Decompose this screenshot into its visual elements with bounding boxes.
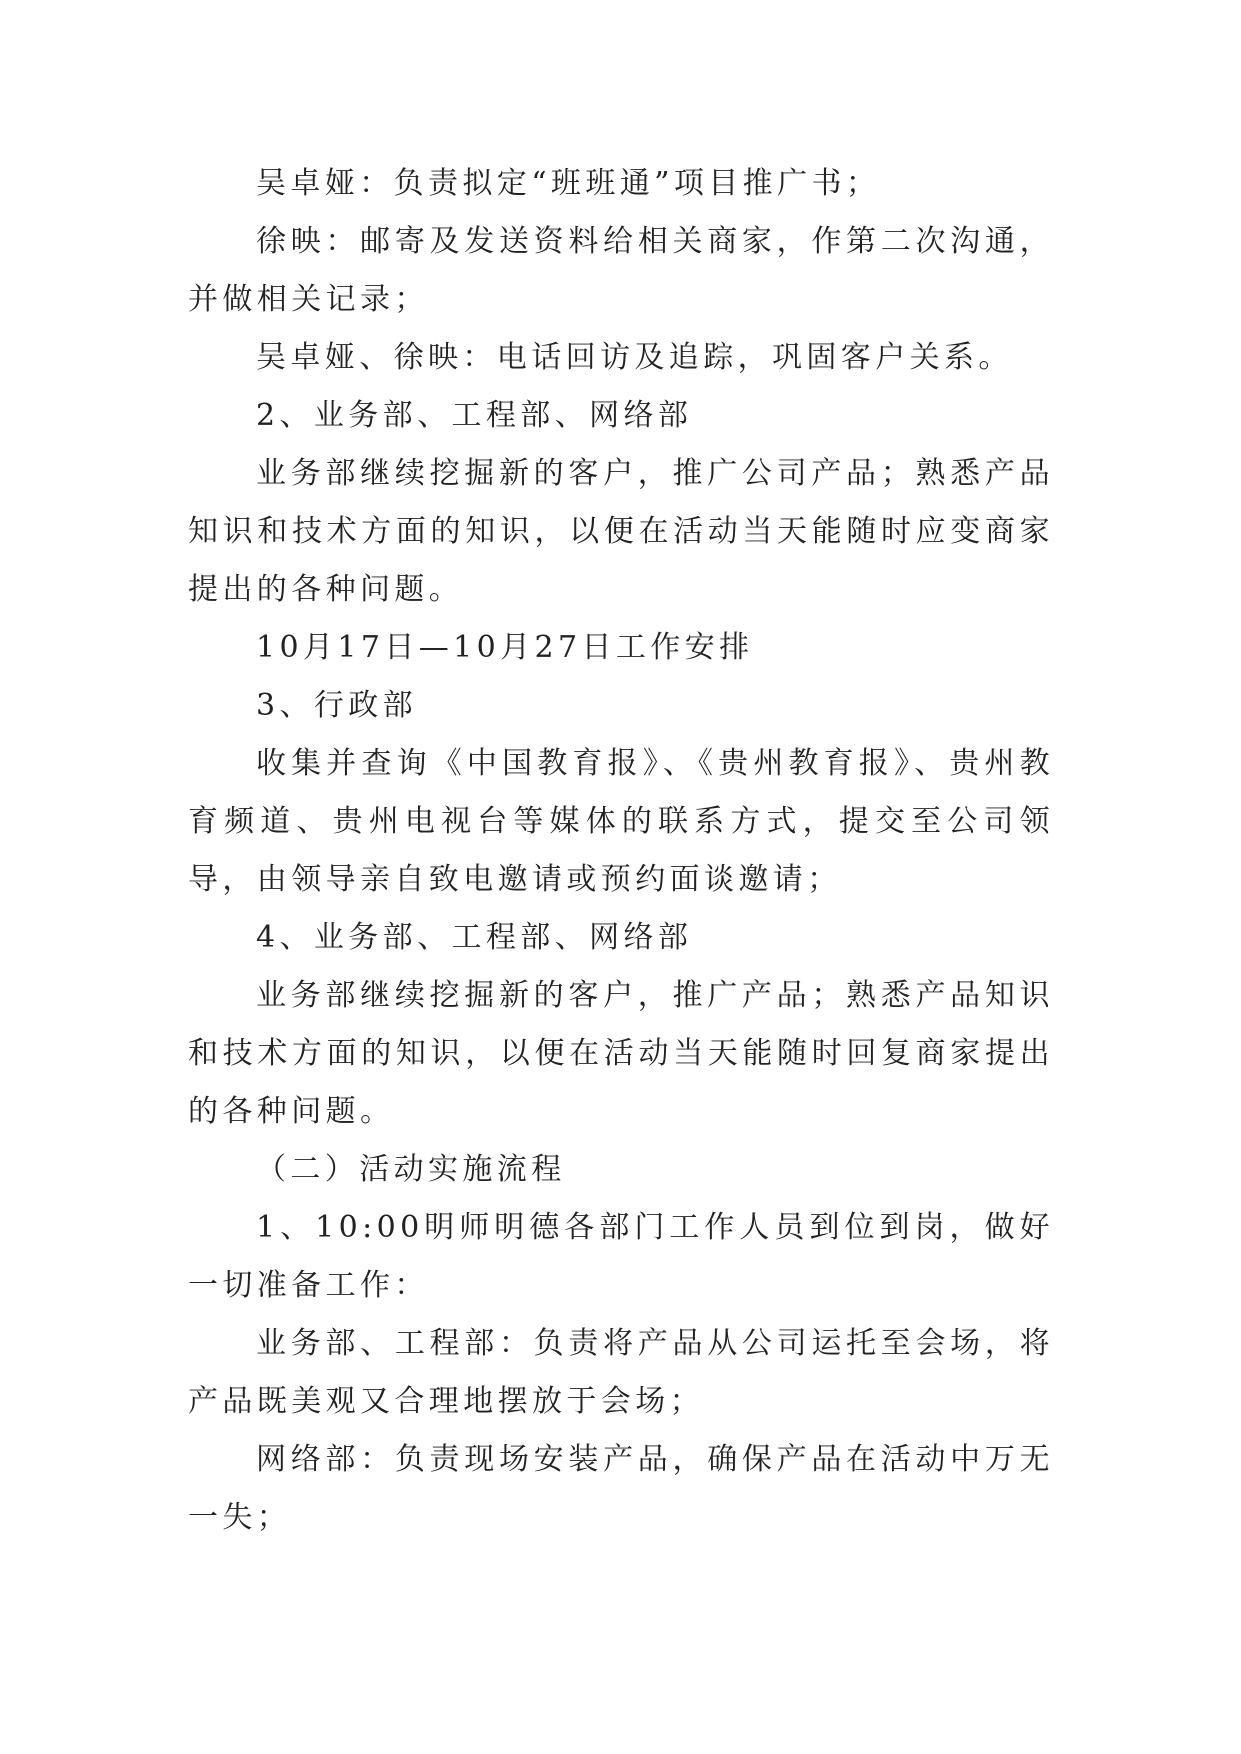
heading-schedule: 10月17日—10月27日工作安排: [256, 630, 754, 665]
paragraph-network-dept: 网络部：负责现场安装产品，确保产品在活动中万无一失；: [188, 1442, 1054, 1535]
document-body: [188, 155, 1054, 1547]
heading-departments-4: 4、业务部、工程部、网络部: [256, 920, 693, 955]
heading-activity-process: （二）活动实施流程: [256, 1152, 566, 1187]
paragraph-xu-ying-task: 徐映：邮寄及发送资料给相关商家，作第二次沟通，并做相关记录；: [188, 224, 1054, 317]
paragraph-business-engineering: 业务部、工程部：负责将产品从公司运托至会场，将产品既美观又合理地摆放于会场；: [188, 1326, 1054, 1419]
heading-admin-dept-3: 3、行政部: [256, 688, 418, 723]
paragraph-step-1: 1、10:00明师明德各部门工作人员到位到岗，做好一切准备工作：: [188, 1210, 1054, 1303]
paragraph-followup-task: 吴卓娅、徐映：电话回访及追踪，巩固客户关系。: [256, 340, 1013, 375]
paragraph-media-contacts: 收集并查询《中国教育报》、《贵州教育报》、贵州教育频道、贵州电视台等媒体的联系方式，提交至公司领导，由领导亲自致电邀请或预约面谈邀请；: [188, 746, 1054, 897]
paragraph-wu-zhuoya-task: 吴卓娅：负责拟定“班班通”项目推广书；: [256, 166, 881, 201]
heading-departments-2: 2、业务部、工程部、网络部: [256, 398, 693, 433]
paragraph-business-dept-2: 业务部继续挖掘新的客户，推广产品；熟悉产品知识和技术方面的知识，以便在活动当天能随时回复商家提出的各种问题。: [188, 978, 1054, 1129]
paragraph-business-dept-1: 业务部继续挖掘新的客户，推广公司产品；熟悉产品知识和技术方面的知识，以便在活动当天能随时应变商家提出的各种问题。: [188, 456, 1054, 607]
